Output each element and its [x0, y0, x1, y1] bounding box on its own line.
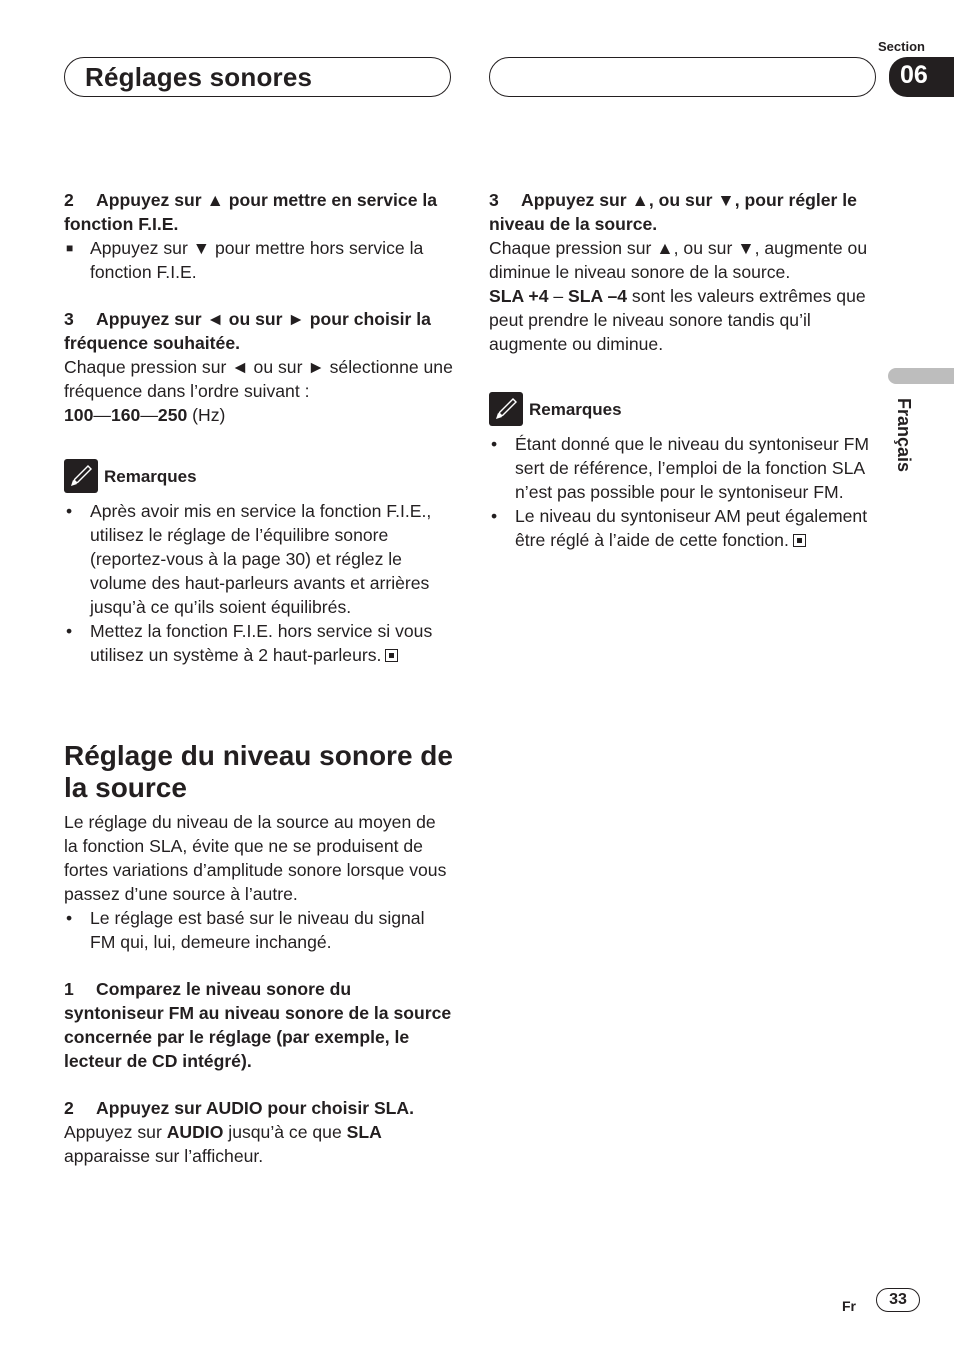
range-separator: –: [548, 286, 569, 306]
section-heading: Réglage du niveau sonore de la source: [64, 740, 453, 803]
header-blank-frame: [489, 57, 876, 97]
remark-item: • Étant donné que le niveau du syntoniseur FM sert de référence, l’emploi de la fonction SLA n’est pas possible pour le syntoniseur FM.: [489, 432, 879, 504]
step-number: 2: [64, 190, 74, 210]
step-text: Appuyez sur ▲ pour mettre en service la fonction F.I.E.: [64, 190, 438, 234]
remark-item: [489, 504, 879, 552]
right-column: [489, 188, 879, 552]
remarks-header: [489, 392, 879, 428]
intro-paragraph: Le réglage du niveau de la source au moyen de la fonction SLA, évite que ne se produisent de fortes variations d’amplitude sonore lorsque vous passez d’une source à l’autre.: [64, 812, 447, 904]
step-number: 2: [64, 1098, 74, 1118]
body-text: Appuyez sur: [64, 1122, 167, 1142]
sla-max: SLA +4: [489, 286, 549, 306]
pencil-note-icon: [489, 392, 523, 426]
remarks-list: [64, 499, 454, 667]
freq-250: 250: [157, 405, 188, 425]
frequency-sequence: [64, 403, 454, 427]
step-number: 3: [489, 190, 499, 210]
freq-160: 160: [110, 405, 141, 425]
page-number: 33: [876, 1288, 920, 1312]
freq-separator: —: [93, 405, 111, 425]
body-text: sont les valeurs extrêmes que peut prendre le niveau sonore tandis qu’il augmente ou diminue.: [489, 286, 866, 354]
step-2-instruction: [64, 188, 454, 236]
step-text: Comparez le niveau sonore du syntoniseur FM au niveau sonore de la source concernée par le réglage (par exemple, le lecteur de CD intégré).: [64, 979, 452, 1071]
chapter-title: Réglages sonores: [85, 62, 313, 92]
freq-100: 100: [64, 405, 94, 425]
section-number: 06: [900, 61, 928, 89]
audio-keyword: AUDIO: [166, 1122, 224, 1142]
end-of-section-icon: [385, 649, 398, 662]
end-of-section-icon: [793, 534, 806, 547]
body-text: apparaisse sur l’afficheur.: [64, 1146, 264, 1166]
sla-range-text: [489, 284, 879, 356]
remarks-label: Remarques: [529, 400, 622, 419]
remarks-label: Remarques: [104, 467, 197, 486]
remarks-header: [64, 459, 454, 495]
remarks-list: [489, 432, 879, 552]
section-number-badge: [889, 57, 954, 97]
language-tab-marker: [888, 368, 954, 384]
remark-text: Mettez la fonction F.I.E. hors service si vous utilisez un système à 2 haut-parleurs.: [90, 621, 433, 665]
step-1-instruction: [64, 977, 454, 1073]
bullet-text: Appuyez sur ▼ pour mettre hors service la fonction F.I.E.: [90, 238, 424, 282]
pencil-note-icon: [64, 459, 98, 493]
remark-item: • Après avoir mis en service la fonction F.I.E., utilisez le réglage de l’équilibre sonore (reportez-vous à la page 30) et réglez le volume des haut-parleurs avants et arrières jusqu’à ce qu’ils soient équilibrés.: [64, 499, 454, 619]
chapter-title-frame: [64, 57, 451, 97]
step-3-level-body: Chaque pression sur ▲, ou sur ▼, augmente ou diminue le niveau sonore de la source.: [489, 238, 868, 282]
section-label: Section: [878, 39, 925, 54]
sla-min: SLA –4: [568, 286, 628, 306]
step-number: 3: [64, 309, 74, 329]
square-bullet-icon: ■: [66, 241, 74, 255]
language-tab-label: Français: [894, 398, 914, 473]
step-3-instruction: [64, 307, 454, 355]
freq-unit: (Hz): [187, 405, 226, 425]
square-bullet-note: [64, 236, 454, 284]
freq-separator: —: [140, 405, 158, 425]
intro-bullets: [64, 906, 454, 954]
step-3-level-instruction: [489, 188, 879, 236]
remark-item: [64, 619, 454, 667]
intro-bullet-item: • Le réglage est basé sur le niveau du signal FM qui, lui, demeure inchangé.: [64, 906, 454, 954]
step-3-body: Chaque pression sur ◄ ou sur ► sélectionne une fréquence dans l’ordre suivant :: [64, 357, 453, 401]
step-number: 1: [64, 979, 74, 999]
footer-language-code: Fr: [842, 1298, 856, 1314]
left-column: [64, 188, 454, 1168]
step-text: Appuyez sur AUDIO pour choisir SLA.: [96, 1098, 415, 1118]
step-2-sla-instruction: [64, 1096, 454, 1120]
step-2-sla-body: [64, 1120, 454, 1168]
remark-text: Le niveau du syntoniseur AM peut également être réglé à l’aide de cette fonction.: [515, 506, 868, 550]
step-text: Appuyez sur ◄ ou sur ► pour choisir la fréquence souhaitée.: [64, 309, 431, 353]
sla-keyword: SLA: [346, 1122, 382, 1142]
body-text: jusqu’à ce que: [223, 1122, 347, 1142]
step-text: Appuyez sur ▲, ou sur ▼, pour régler le niveau de la source.: [489, 190, 857, 234]
